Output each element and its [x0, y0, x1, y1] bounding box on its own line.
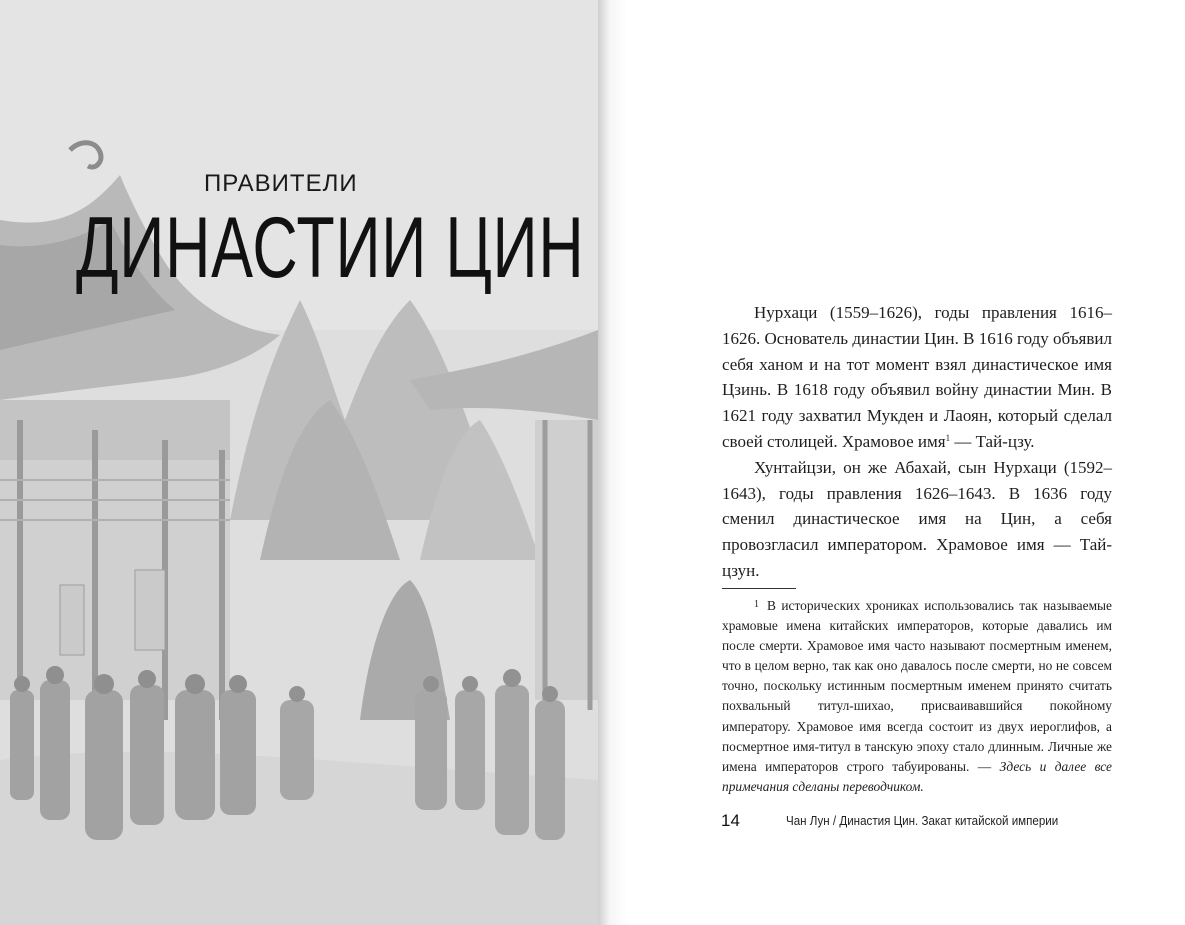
- paragraph-nurhaci: [722, 300, 1112, 455]
- paragraph-text: Хунтайцзи, он же Абахай, сын Нурхаци (1592–1643), годы правления 1626–1643. В 1636 году сменил династическое имя на Цин, а себя провозгласил императором. Храмовое имя — Тай-цзун.: [722, 457, 1112, 580]
- page-number: 14: [721, 811, 740, 830]
- footnote-text: В исторических хрониках использовались так называемые храмовые имена китайских императоров, которые давались им после смерти. Храмовое имя часто называют посмертным именем, что в целом верно, так как оно давалось после смерти, но не совсем точно, поскольку истинным посмертным именем принято считать похвальный титул-шихао, присваивавшийся покойному императору. Храмовое имя всегда состоит из двух иероглифов, а посмертное имя-титул в танскую эпоху стало длинным. Личные же имена императоров строго табуированы. —: [722, 598, 1112, 774]
- paragraph-text-end: — Тай-цзу.: [950, 431, 1035, 451]
- footnote-divider: [722, 588, 796, 589]
- footnote-ref: 1: [945, 432, 951, 443]
- main-text: [722, 300, 1112, 584]
- page-gutter: [598, 0, 628, 925]
- section-title-small: ПРАВИТЕЛИ: [204, 170, 358, 197]
- section-title-big: ДИНАСТИИ ЦИН: [76, 200, 585, 296]
- footnote-number: 1: [754, 599, 759, 610]
- footnote-italic-note: Здесь и далее все примечания сделаны переводчиком.: [722, 758, 1112, 794]
- paragraph-hong-taiji: [722, 455, 1112, 584]
- footnote: [722, 595, 1112, 797]
- running-head: Чан Лун / Династия Цин. Закат китайской империи: [786, 814, 1059, 828]
- paragraph-text: Нурхаци (1559–1626), годы правления 1616–1626. Основатель династии Цин. В 1616 году объявил себя ханом и на тот момент взял династическое имя Цзинь. В 1618 году объявил войну династии Мин. В 1621 году захватил Мукден и Лаоян, который сделал своей столицей. Храмовое имя: [722, 303, 1112, 451]
